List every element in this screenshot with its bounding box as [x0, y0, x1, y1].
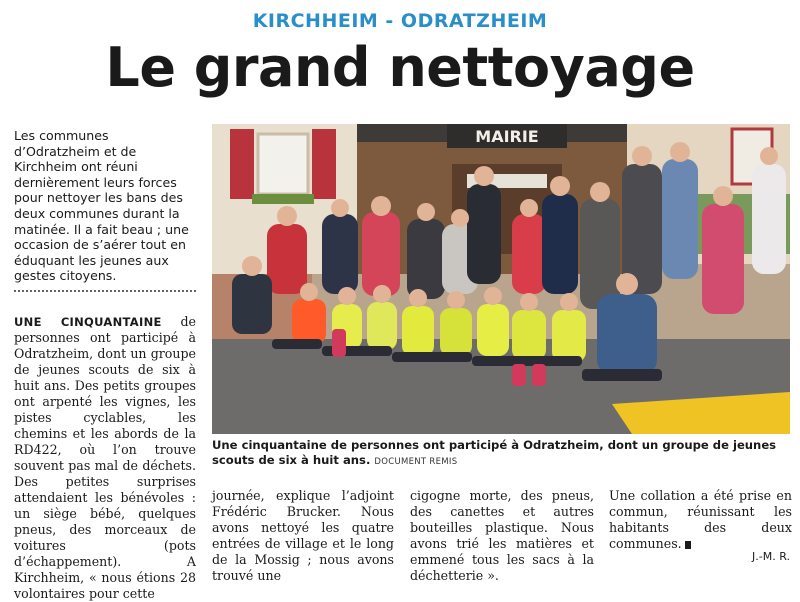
chapo: Les communes d’Odratzheim et de Kirchheim ont réuni dernièrement leurs forces pour nettoyer les bans des deux communes durant la matinée. Il a fait beau ; une occasion de s’aérer tout en éduquant les jeunes aux gestes citoyens. [14, 128, 189, 284]
column-3-text: cigogne morte, des pneus, des canettes et autres bouteilles plastique. Nous avons trié les matières et emmené tous les sacs à la déchetterie ». [410, 488, 594, 583]
end-of-article-mark [685, 541, 691, 549]
article-column-3 [410, 488, 594, 583]
column-4-text: Une collation a été prise en commun, réunissant les habitants des deux communes. [609, 488, 792, 551]
kicker: KIRCHHEIM - ODRATZHEIM [252, 10, 548, 32]
photo-illustration [212, 124, 790, 434]
column-1-text: de personnes ont participé à Odratzheim, dont un groupe de jeunes scouts de six à huit ans. Des petits groupes ont arpenté les vignes, les pistes cyclables, les chemins et les abords de la RD422, où l’on trouve souvent pas mal de déchets. Des petites surprises attendaient les bénévoles : un siège bébé, quelques pneus, des morceaux de voitures (pots d’échappement). A Kirchheim, « nous étions 28 volontaires pour cette [14, 314, 196, 601]
signature: J.-M. R. [752, 550, 790, 563]
caption-text: Une cinquantaine de personnes ont participé à Odratzheim, dont un groupe de jeunes scouts de six à huit ans. [212, 438, 777, 467]
mairie-sign: MAIRIE [475, 127, 539, 146]
article-column-2 [212, 488, 394, 583]
photo-credit: DOCUMENT REMIS [374, 457, 458, 467]
article-photo [212, 124, 790, 434]
lead-word: UNE CINQUANTAINE [14, 315, 162, 329]
dotted-separator [14, 290, 196, 292]
photo-caption [212, 438, 792, 470]
article-column-4 [609, 488, 792, 551]
article-column-1 [14, 314, 196, 601]
column-2-text: journée, explique l’adjoint Frédéric Brucker. Nous avons nettoyé les quatre entrées de village et le long de la Mossig ; nous avons trouvé une [212, 488, 394, 583]
headline: Le grand nettoyage [105, 36, 695, 99]
